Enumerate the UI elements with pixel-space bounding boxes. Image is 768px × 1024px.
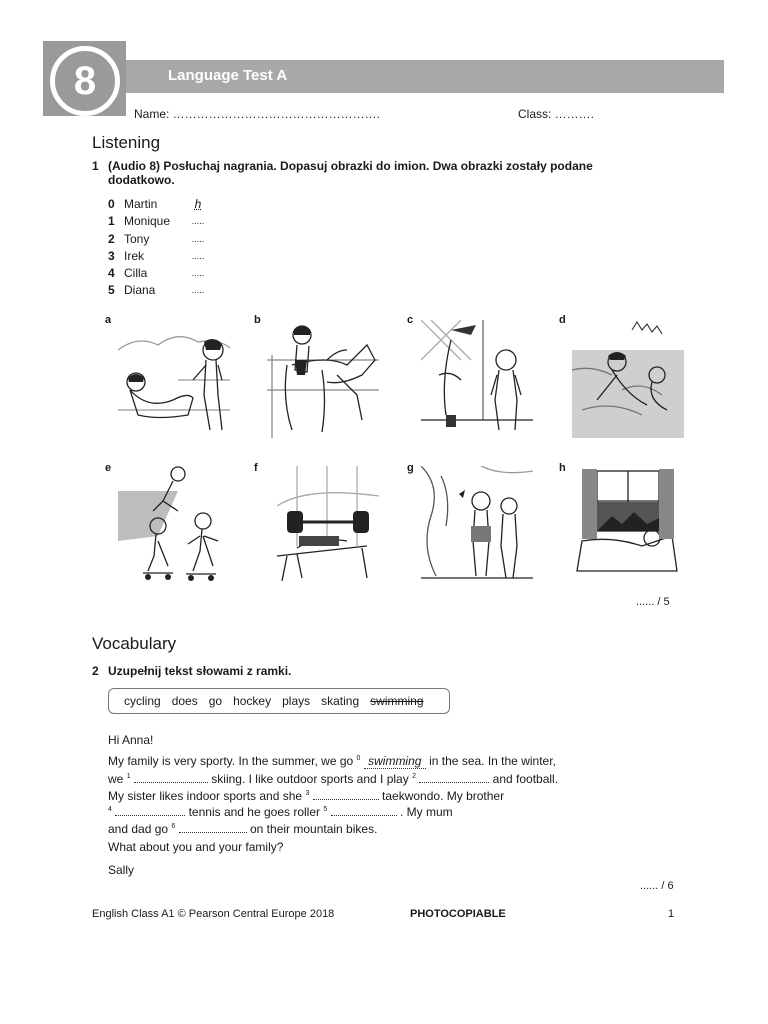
picture-label-b: b — [254, 314, 261, 326]
picture-label-h: h — [559, 462, 566, 474]
word: go — [208, 694, 223, 708]
picture-label-d: d — [559, 314, 566, 326]
letter-line: $^4$ tennis and he goes roller $^5$ . My mum — [108, 805, 453, 819]
letter-signoff: Sally — [108, 863, 135, 877]
gap-2[interactable] — [419, 782, 489, 783]
list-item: 3 Irek ..... — [108, 248, 208, 265]
list-item: 0 Martin h — [108, 196, 208, 213]
letter-line: and dad go $^6$ on their mountain bikes. — [108, 822, 378, 836]
name-field: Name: ……………………………………………. — [134, 107, 381, 121]
horse-riding-icon — [267, 320, 379, 438]
list-item: 5 Diana ..... — [108, 282, 208, 299]
picture-label-f: f — [254, 462, 258, 474]
girl-swimming-icon — [572, 320, 684, 438]
letter-greeting: Hi Anna! — [108, 733, 154, 747]
listening-score: ...... / 5 — [636, 596, 670, 608]
page-title: Language Test A — [168, 67, 288, 84]
answer-blank[interactable]: ..... — [191, 285, 205, 296]
answer-blank[interactable]: ..... — [191, 268, 205, 279]
vocabulary-score: ...... / 6 — [640, 880, 674, 892]
class-field: Class: ………. — [518, 107, 595, 121]
picture-label-c: c — [407, 314, 414, 326]
q2-number: 2 — [92, 664, 99, 678]
listening-heading: Listening — [92, 133, 161, 152]
answer-blank[interactable]: ..... — [191, 250, 205, 261]
gap-6[interactable] — [179, 832, 247, 833]
skateboarding-icon — [118, 466, 230, 584]
couple-in-park-icon — [421, 466, 533, 584]
answer-blank[interactable]: ..... — [191, 233, 205, 244]
answer-blank[interactable]: ..... — [191, 216, 205, 227]
footer-photocopiable: PHOTOCOPIABLE — [410, 908, 506, 920]
word: cycling — [124, 694, 161, 708]
footer-copyright: English Class A1 © Pearson Central Europe 2018 — [92, 908, 335, 920]
word: does — [171, 694, 198, 708]
list-item: 2 Tony ..... — [108, 231, 208, 248]
list-item: 4 Cilla ..... — [108, 265, 208, 282]
letter-line: My family is very sporty. In the summer, we go $^0$ swimming in the sea. In the winter, — [108, 754, 556, 768]
unit-number: 8 — [50, 46, 120, 116]
vocabulary-heading: Vocabulary — [92, 634, 177, 653]
example-answer: swimming — [364, 754, 426, 769]
gap-1[interactable] — [134, 782, 208, 783]
word: plays — [282, 694, 311, 708]
picture-label-a: a — [105, 314, 112, 326]
word-used: swimming — [370, 694, 424, 708]
letter-line: What about you and your family? — [108, 840, 284, 854]
gap-3[interactable] — [313, 799, 379, 800]
picture-label-e: e — [105, 462, 112, 474]
weightlifting-icon — [267, 466, 379, 584]
fishing-boy-icon — [421, 320, 533, 438]
boy-helping-fallen-boy-icon — [118, 320, 230, 438]
word: skating — [321, 694, 360, 708]
q2-instruction: Uzupełnij tekst słowami z ramki. — [108, 664, 292, 678]
picture-label-g: g — [407, 462, 414, 474]
names-list — [108, 196, 208, 300]
q1-number: 1 — [92, 159, 99, 173]
gap-4[interactable] — [115, 815, 185, 816]
q1-instruction: (Audio 8) Posłuchaj nagrania. Dopasuj obrazki do imion. Dwa obrazki zostały podane dodatkowo. — [108, 159, 593, 187]
word-box — [108, 688, 450, 714]
answer-example: h — [194, 197, 202, 211]
gap-5[interactable] — [331, 815, 397, 816]
word: hockey — [233, 694, 272, 708]
boy-sleeping-icon — [572, 466, 684, 584]
list-item: 1 Monique ..... — [108, 213, 208, 230]
letter-line: My sister likes indoor sports and she $^3$ taekwondo. My brother — [108, 789, 505, 803]
page-number: 1 — [668, 908, 675, 920]
letter-line: we $^1$ skiing. I like outdoor sports and I play $^2$ and football. — [108, 772, 559, 786]
